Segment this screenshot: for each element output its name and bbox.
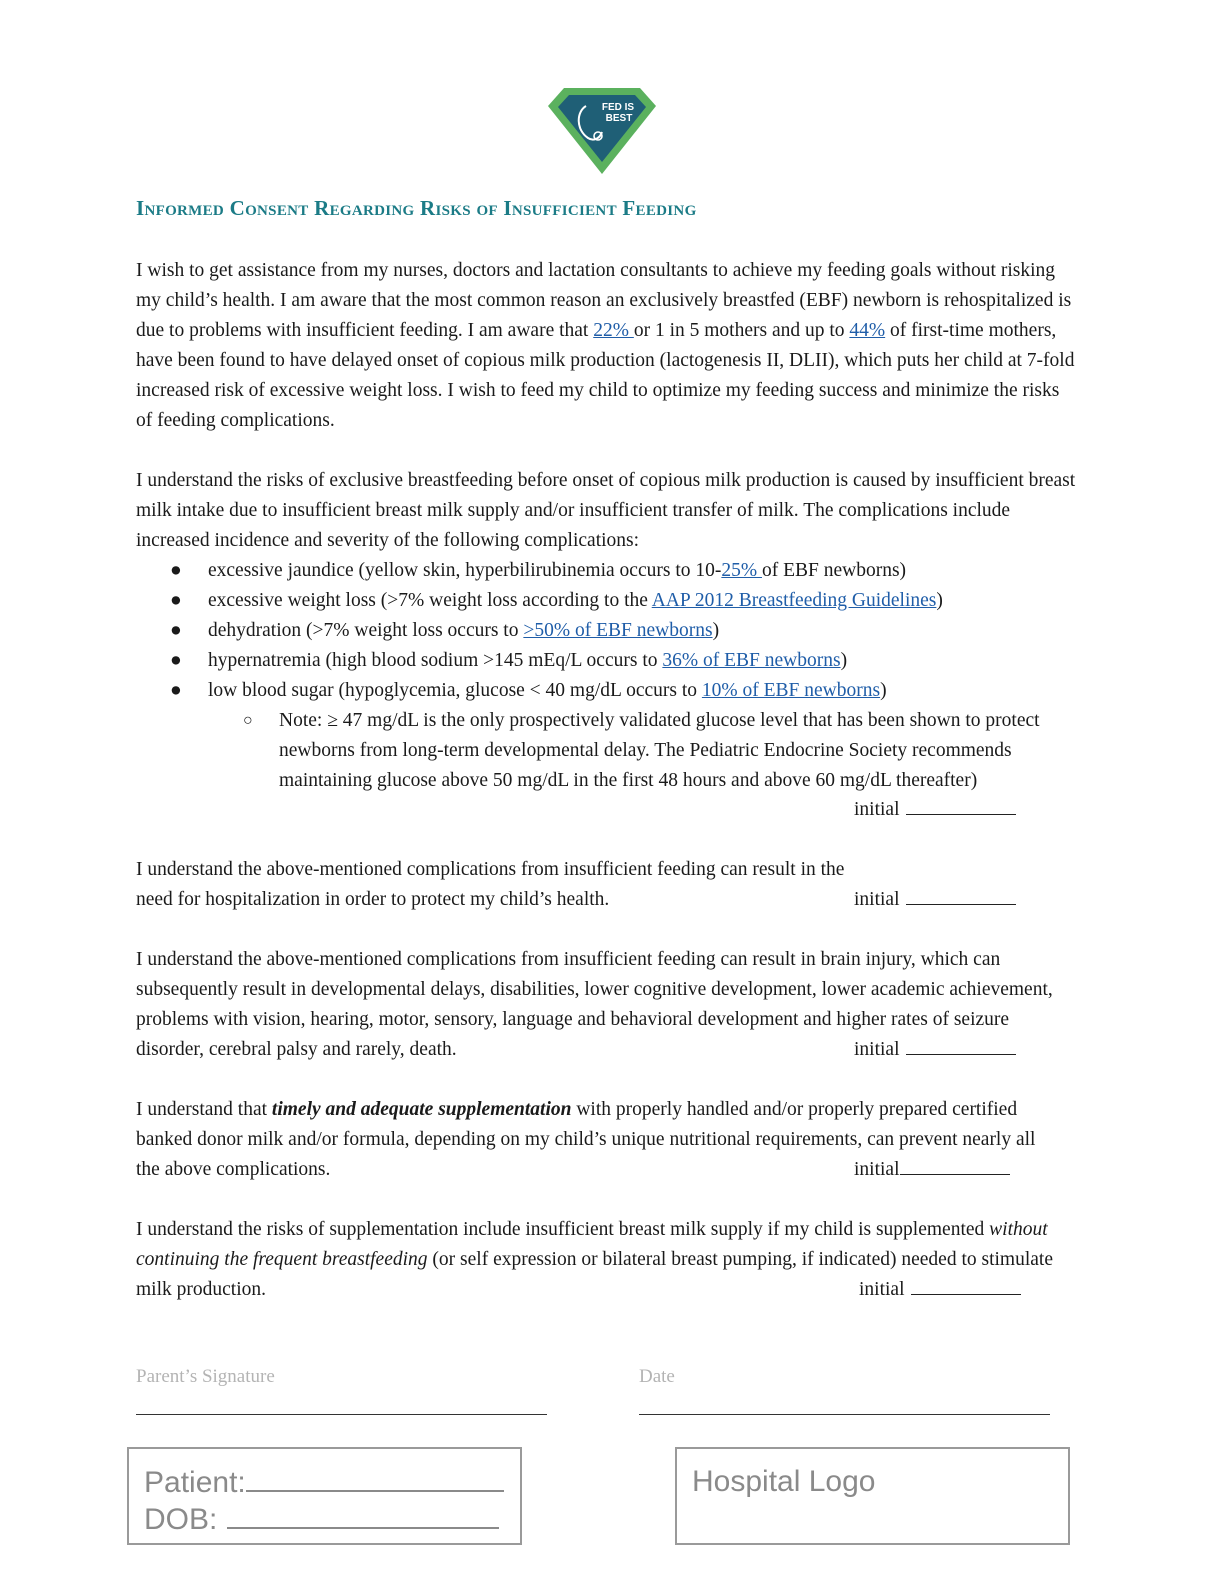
complication-link[interactable]: AAP 2012 Breastfeeding Guidelines [651,590,937,611]
glucose-note-item [136,706,1076,796]
paragraph-feeding-goals [136,256,1076,436]
paragraph-risks-of-ebf [136,466,1076,796]
initial-label: initial [854,1039,900,1060]
initial-field-5[interactable] [859,1275,1021,1305]
parent-signature-label: Parent’s Signature [136,1366,275,1387]
patient-line[interactable] [246,1464,504,1492]
bullet-icon: ● [170,590,182,611]
hospital-logo-box [675,1447,1070,1545]
complication-link[interactable]: >50% of EBF newborns [523,620,713,641]
paragraph1-text-c: of first-time mothers, have been found to have delayed onset of copious milk production (lactogenesis II, DLII), which puts her child at 7-fold increased risk of excessive weight loss. I wish to feed my child to optimize my feeding success and minimize the risks of feeding complications. [136,320,1075,431]
initial-label: initial [854,1159,900,1180]
complication-text: low blood sugar (hypoglycemia, glucose < 40 mg/dL occurs to [208,680,702,701]
complication-item [136,616,1076,646]
patient-label: Patient: [144,1466,246,1499]
bullet-icon: ● [170,680,182,701]
complication-item [136,586,1076,616]
complication-text-end: of EBF newborns) [761,560,907,581]
complication-text-end: ) [936,590,943,611]
paragraph5-text-a: I understand that [136,1099,272,1120]
complications-list [136,556,1076,706]
initial-field-4[interactable] [854,1155,1010,1185]
complication-item [136,646,1076,676]
complication-text: excessive jaundice (yellow skin, hyperbilirubinemia occurs to 10- [208,560,722,581]
complication-item [136,676,1076,706]
complication-text: dehydration (>7% weight loss occurs to [208,620,524,641]
initial-line[interactable] [906,796,1016,815]
document-title: Informed Consent Regarding Risks of Insufficient Feeding [136,196,697,220]
initial-field-2[interactable] [854,885,1016,915]
complication-text-end: ) [712,620,720,641]
paragraph1-text-a: I wish to get assistance from my nurses, doctors and lactation consultants to achieve my feeding goals without risking my child’s health. I am aware that the most common reason an exclusively breastfed (EBF) newborn is rehospitalized is due to problems with insufficient feeding. I am aware that [136,260,1072,341]
paragraph6-text-b: (or self expression or bilateral breast pumping, if indicated) needed to stimulate milk production. [136,1249,1053,1300]
complication-link[interactable]: 10% of EBF newborns [701,680,881,701]
paragraph6-text-a: I understand the risks of supplementation include insufficient breast milk supply if my child is supplemented [136,1219,990,1240]
complication-link[interactable]: 36% of EBF newborns [662,650,841,671]
paragraph-brain-injury: I understand the above-mentioned complications from insufficient feeding can result in brain injury, which can subsequently result in developmental delays, disabilities, lower cognitive development, lower academic achievement, problems with vision, hearing, motor, sensory, language and behavioral development and higher rates of seizure disorder, cerebral palsy and rarely, death. [136,949,1053,1060]
complication-text-end: ) [880,680,887,701]
logo-text-line1: FED IS [601,102,635,113]
initial-label: initial [854,889,900,910]
fed-is-best-logo [546,86,658,176]
link-44-percent[interactable]: 44% [849,320,886,341]
complication-link[interactable]: 25% [721,560,762,581]
hospital-logo-placeholder: Hospital Logo [692,1465,876,1498]
initial-line[interactable] [900,1156,1010,1175]
date-line[interactable] [639,1414,1050,1415]
initial-field-1[interactable] [854,795,1016,825]
initial-field-3[interactable] [854,1035,1016,1065]
complication-text: hypernatremia (high blood sodium >145 mEq/L occurs to [208,650,663,671]
date-label: Date [639,1366,675,1387]
bullet-icon: ● [170,650,182,671]
initial-line[interactable] [906,1036,1016,1055]
bullet-icon: ● [170,560,182,581]
link-22-percent[interactable]: 22% [593,320,634,341]
initial-label: initial [859,1279,905,1300]
initial-line[interactable] [911,1276,1021,1295]
risks-intro-text: I understand the risks of exclusive breastfeeding before onset of copious milk production is caused by insufficient breast milk intake due to insufficient breast milk supply and/or insufficient transfer of milk. The complications include increased incidence and severity of the following complications: [136,470,1076,551]
paragraph6-italic: without continuing the frequent breastfeeding [136,1219,1048,1270]
initial-line[interactable] [906,886,1016,905]
patient-info-box [127,1447,522,1545]
glucose-note-text: Note: ≥ 47 mg/dL is the only prospectively validated glucose level that has been shown to protect newborns from long-term developmental delay. The Pediatric Endocrine Society recommends maintaining glucose above 50 mg/dL in the first 48 hours and above 60 mg/dL thereafter) [279,710,1040,791]
logo-text-line2: BEST [605,113,633,124]
dob-label: DOB: [144,1503,218,1536]
sub-bullet-icon: ○ [243,712,253,729]
dob-row [144,1501,499,1537]
dob-line[interactable] [227,1501,499,1529]
complication-item [136,556,1076,586]
paragraph1-text-b: or 1 in 5 mothers and up to [633,320,850,341]
complication-text-end: ) [840,650,848,671]
parent-signature-line[interactable] [136,1414,547,1415]
paragraph-hospitalization: I understand the above-mentioned complications from insufficient feeding can result in the need for hospitalization in order to protect my child’s health. [136,859,845,910]
paragraph5-emphasis: timely and adequate supplementation [271,1099,572,1120]
patient-row [144,1464,504,1500]
bullet-icon: ● [170,620,182,641]
glucose-note-list [136,706,1076,796]
initial-label: initial [854,799,900,820]
complication-text: excessive weight loss (>7% weight loss according to the [208,590,652,611]
paragraph5-text-b: with properly handled and/or properly prepared certified banked donor milk and/or formula, depending on my child’s unique nutritional requirements, can prevent nearly all the above complications. [136,1099,1036,1180]
